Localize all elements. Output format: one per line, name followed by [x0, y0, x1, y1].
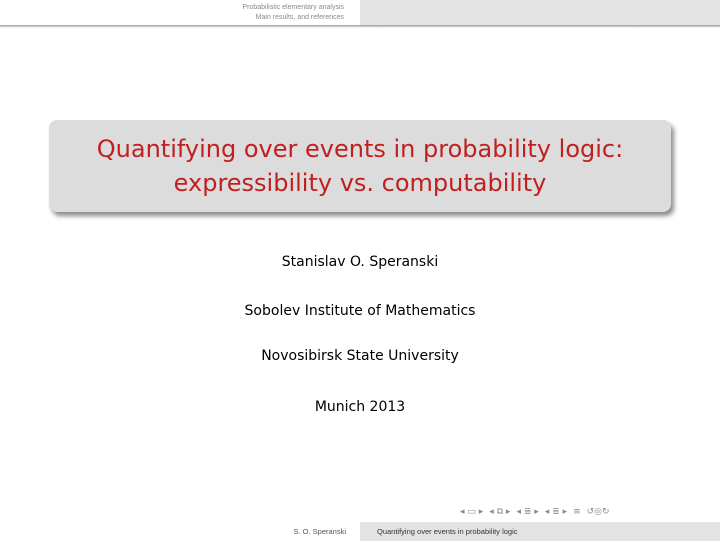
navigation-symbols — [458, 505, 612, 519]
title-box — [49, 120, 671, 212]
author: Stanislav O. Speranski — [281, 254, 439, 270]
affiliation-novosibirsk: Novosibirsk State University — [261, 348, 459, 364]
title-line-1: Quantifying over events in probability logic: — [96, 135, 624, 163]
section-nav-icon[interactable]: ◂ ≣ ▸ — [544, 507, 568, 517]
header-bar — [0, 0, 720, 25]
nav-section-main-results[interactable]: Main results, and references — [255, 14, 344, 21]
header-bar-right — [360, 0, 720, 25]
section-nav — [0, 0, 360, 25]
search-icon[interactable]: ↺◎↻ — [586, 507, 610, 517]
event-date: Munich 2013 — [314, 399, 406, 415]
footer-bar — [0, 522, 720, 541]
slide-nav-icon[interactable]: ◂ ▭ ▸ — [460, 507, 484, 517]
nav-section-probabilistic-elementary-analysis[interactable]: Probabilistic elementary analysis — [242, 4, 344, 11]
footer-author: S. O. Speranski — [0, 522, 360, 541]
footer-title: Quantifying over events in probability logic — [360, 522, 720, 541]
title-line-2: expressibility vs. computability — [173, 169, 547, 197]
header-shadow — [0, 25, 720, 28]
frame-nav-icon[interactable]: ◂ ⧉ ▸ — [489, 507, 511, 517]
fit-icon[interactable]: ≡ — [573, 507, 581, 517]
affiliation-sobolev: Sobolev Institute of Mathematics — [244, 303, 476, 319]
subsection-nav-icon[interactable]: ◂ ≣ ▸ — [516, 507, 539, 517]
